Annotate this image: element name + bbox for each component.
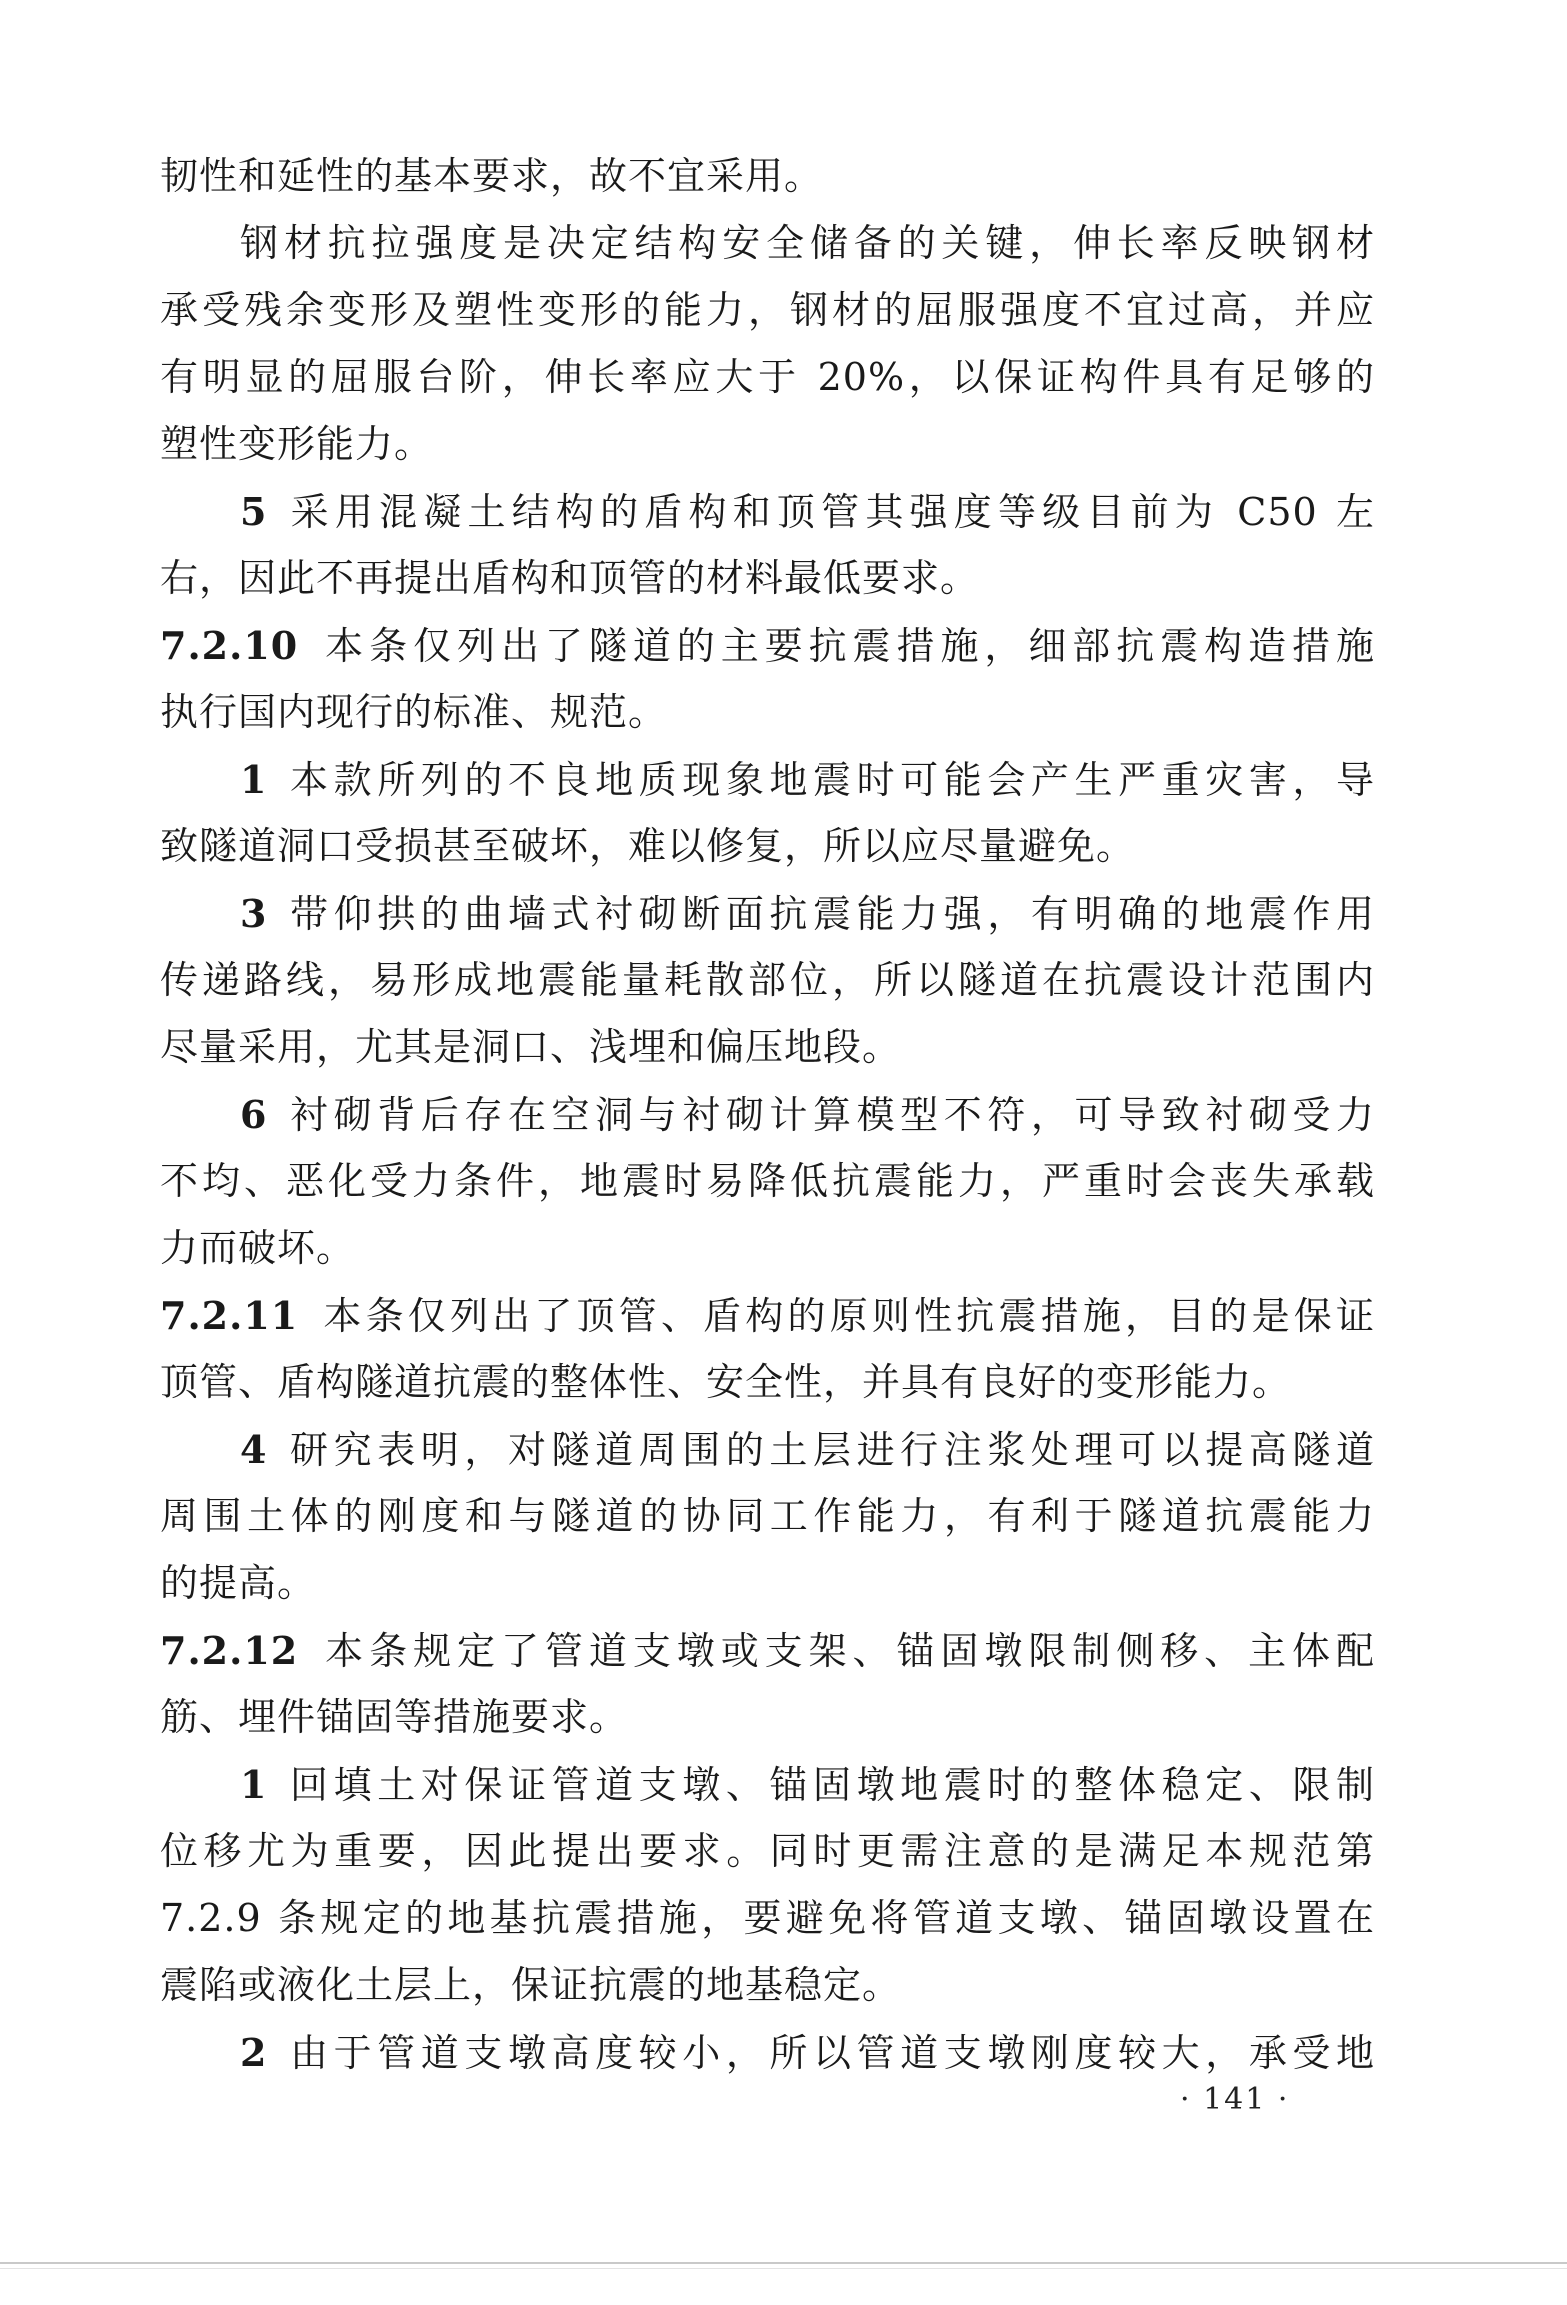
text-line: 执行国内现行的标准、规范。	[160, 690, 668, 734]
section-number: 7.2.11	[160, 1293, 299, 1338]
text-line: 传递路线，易形成地震能量耗散部位，所以隧道在抗震设计范围内	[160, 958, 1375, 1002]
text-line: 位移尤为重要，因此提出要求。同时更需注意的是满足本规范第	[160, 1829, 1375, 1873]
item-number: 5	[240, 489, 268, 534]
text-line: 4 研究表明，对隧道周围的土层进行注浆处理可以提高隧道	[240, 1427, 1375, 1472]
text-line: 7.2.11 本条仅列出了顶管、盾构的原则性抗震措施，目的是保证	[160, 1293, 1375, 1338]
text-line: 力而破坏。	[160, 1226, 356, 1270]
text-line: 5 采用混凝土结构的盾构和顶管其强度等级目前为 C50 左	[240, 489, 1375, 534]
text-line: 钢材抗拉强度是决定结构安全储备的关键，伸长率反映钢材	[240, 221, 1375, 265]
text-line: 7.2.9 条规定的地基抗震措施，要避免将管道支墩、锚固墩设置在	[160, 1896, 1375, 1940]
text-line: 右，因此不再提出盾构和顶管的材料最低要求。	[160, 556, 980, 600]
text-line: 7.2.12 本条规定了管道支墩或支架、锚固墩限制侧移、主体配	[160, 1628, 1375, 1673]
body-text	[160, 143, 1375, 2086]
item-number: 1	[240, 1762, 268, 1807]
item-number: 1	[240, 757, 268, 802]
text-line: 有明显的屈服台阶，伸长率应大于 20%，以保证构件具有足够的	[160, 355, 1375, 399]
item-number: 6	[240, 1092, 268, 1137]
text-line: 7.2.10 本条仅列出了隧道的主要抗震措施，细部抗震构造措施	[160, 623, 1375, 668]
text-line: 尽量采用，尤其是洞口、浅埋和偏压地段。	[160, 1025, 902, 1069]
section-number: 7.2.10	[160, 623, 299, 668]
item-number: 4	[240, 1427, 268, 1472]
text-line: 韧性和延性的基本要求，故不宜采用。	[160, 154, 824, 198]
section-number: 7.2.12	[160, 1628, 299, 1673]
text-line: 6 衬砌背后存在空洞与衬砌计算模型不符，可导致衬砌受力	[240, 1092, 1375, 1137]
item-number: 2	[240, 2030, 268, 2075]
text-line: 致隧道洞口受损甚至破坏，难以修复，所以应尽量避免。	[160, 824, 1136, 868]
text-line: 3 带仰拱的曲墙式衬砌断面抗震能力强，有明确的地震作用	[240, 891, 1375, 936]
text-line: 承受残余变形及塑性变形的能力，钢材的屈服强度不宜过高，并应	[160, 288, 1375, 332]
page-number: · 141 ·	[1180, 2082, 1290, 2117]
text-line: 塑性变形能力。	[160, 422, 434, 466]
text-line: 不均、恶化受力条件，地震时易降低抗震能力，严重时会丧失承载	[160, 1159, 1375, 1203]
item-number: 3	[240, 891, 268, 936]
text-line: 1 回填土对保证管道支墩、锚固墩地震时的整体稳定、限制	[240, 1762, 1375, 1807]
text-line: 1 本款所列的不良地质现象地震时可能会产生严重灾害，导	[240, 757, 1375, 802]
footer-divider	[0, 2268, 1567, 2269]
text-line: 筋、埋件锚固等措施要求。	[160, 1695, 629, 1739]
text-line: 2 由于管道支墩高度较小，所以管道支墩刚度较大，承受地	[240, 2030, 1375, 2075]
text-line: 顶管、盾构隧道抗震的整体性、安全性，并具有良好的变形能力。	[160, 1360, 1292, 1404]
text-line: 震陷或液化土层上，保证抗震的地基稳定。	[160, 1963, 902, 2007]
footer-divider	[0, 2262, 1567, 2264]
text-line: 周围土体的刚度和与隧道的协同工作能力，有利于隧道抗震能力	[160, 1494, 1375, 1538]
text-line: 的提高。	[160, 1561, 317, 1605]
